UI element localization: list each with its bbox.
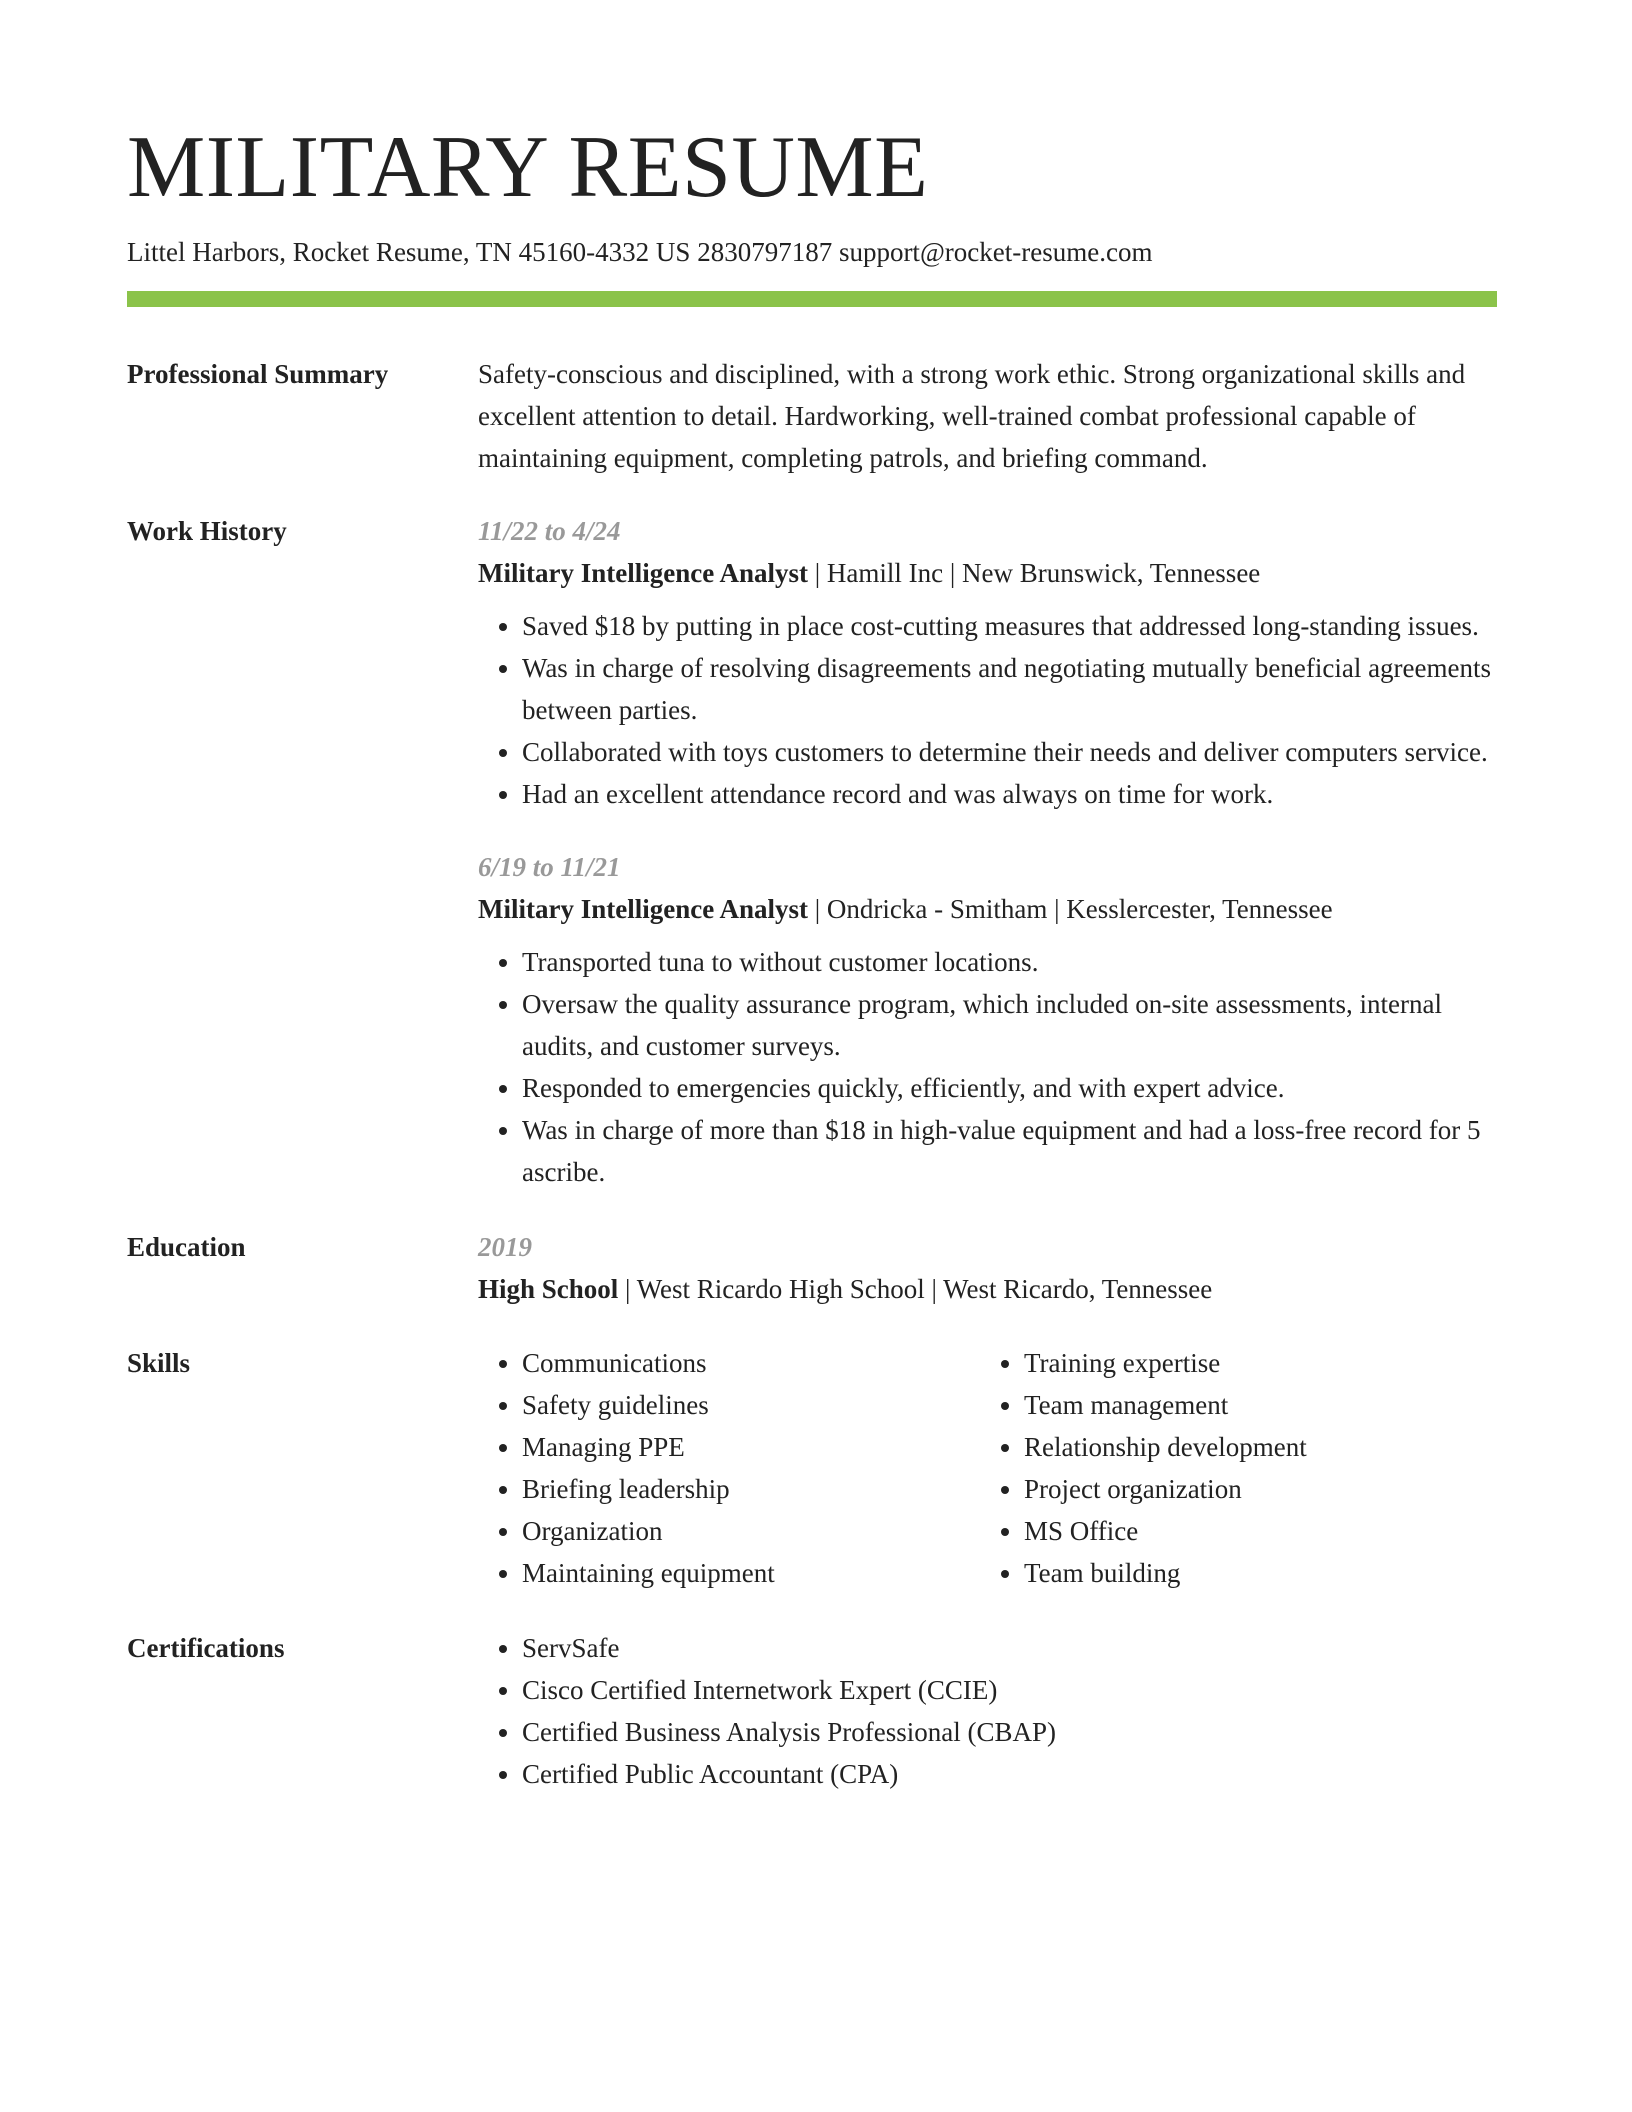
skills-label: Skills: [127, 1348, 191, 1378]
education-degree: High School: [478, 1274, 619, 1304]
certification-item: • ServSafe: [522, 1627, 1497, 1669]
education-body: [478, 1226, 1497, 1310]
skill-item: • Safety guidelines: [522, 1384, 980, 1426]
job-dates: 6/19 to 11/21: [478, 852, 621, 882]
skill-item: • Communications: [522, 1342, 980, 1384]
skill-item: • Briefing leadership: [522, 1468, 980, 1510]
job-bullet: • Was in charge of more than $18 in high-value equipment and had a loss-free record for 5 ascribe.: [522, 1109, 1497, 1193]
work-history-body: [478, 510, 1497, 1193]
job-bullet: • Had an excellent attendance record and was always on time for work.: [522, 773, 1497, 815]
skills-section: [127, 1342, 1497, 1594]
skill-item: • Training expertise: [1024, 1342, 1482, 1384]
certifications-section: [127, 1627, 1497, 1795]
skills-list-right: [980, 1342, 1482, 1594]
job-details: | Hamill Inc | New Brunswick, Tennessee: [807, 558, 1261, 588]
education-details: | West Ricardo High School | West Ricardo, Tennessee: [618, 1274, 1213, 1304]
summary-label: Professional Summary: [127, 359, 389, 389]
certifications-label: Certifications: [127, 1633, 285, 1663]
job-bullets: [478, 605, 1497, 815]
skill-item: • MS Office: [1024, 1510, 1482, 1552]
certifications-list: [478, 1627, 1497, 1795]
skill-item: • Team management: [1024, 1384, 1482, 1426]
job-heading: [478, 552, 1497, 594]
summary-text: Safety-conscious and disciplined, with a strong work ethic. Strong organizational skills and excellent attention to detail. Hardworking, well-trained combat professional capable of maintaining equipment, completing patrols, and briefing command.: [478, 359, 1466, 473]
job-bullets: [478, 941, 1497, 1193]
skill-item: • Maintaining equipment: [522, 1552, 980, 1594]
education-year: 2019: [478, 1232, 532, 1262]
certification-item: • Certified Public Accountant (CPA): [522, 1753, 1497, 1795]
job-bullet: • Responded to emergencies quickly, efficiently, and with expert advice.: [522, 1067, 1497, 1109]
skills-columns: [478, 1342, 1497, 1594]
skill-item: • Managing PPE: [522, 1426, 980, 1468]
skill-item: • Project organization: [1024, 1468, 1482, 1510]
job-entry: [478, 846, 1497, 1193]
job-entry: [478, 510, 1497, 815]
job-title: Military Intelligence Analyst: [478, 558, 808, 588]
certifications-body: [478, 1627, 1497, 1795]
summary-section: [127, 353, 1497, 479]
skill-item: • Team building: [1024, 1552, 1482, 1594]
job-title: Military Intelligence Analyst: [478, 894, 808, 924]
certification-item: • Certified Business Analysis Professional (CBAP): [522, 1711, 1497, 1753]
job-dates: 11/22 to 4/24: [478, 516, 621, 546]
job-bullet: • Was in charge of resolving disagreements and negotiating mutually beneficial agreements between parties.: [522, 647, 1497, 731]
education-section: [127, 1226, 1497, 1310]
certification-item: • Cisco Certified Internetwork Expert (CCIE): [522, 1669, 1497, 1711]
contact-line: [127, 234, 1497, 270]
resume-title: MILITARY RESUME: [127, 119, 929, 216]
education-heading: [478, 1268, 1497, 1310]
contact-address: Littel Harbors, Rocket Resume, TN 45160-4332 US: [127, 237, 691, 267]
skills-body: [478, 1342, 1497, 1594]
header-divider: [127, 291, 1497, 307]
job-details: | Ondricka - Smitham | Kesslercester, Tennessee: [807, 894, 1333, 924]
skills-list-left: [478, 1342, 980, 1594]
job-heading: [478, 888, 1497, 930]
job-bullet: • Oversaw the quality assurance program, which included on-site assessments, internal audits, and customer surveys.: [522, 983, 1497, 1067]
contact-email: support@rocket-resume.com: [838, 237, 1153, 267]
education-label: Education: [127, 1232, 246, 1262]
contact-phone: 2830797187: [697, 237, 833, 267]
skill-item: • Relationship development: [1024, 1426, 1482, 1468]
skill-item: • Organization: [522, 1510, 980, 1552]
job-bullet: • Transported tuna to without customer locations.: [522, 941, 1497, 983]
work-history-section: [127, 510, 1497, 1193]
job-bullet: • Saved $18 by putting in place cost-cutting measures that addressed long-standing issues.: [522, 605, 1497, 647]
job-bullet: • Collaborated with toys customers to determine their needs and deliver computers service.: [522, 731, 1497, 773]
work-history-label: Work History: [127, 516, 287, 546]
resume-page: [127, 118, 1497, 1795]
